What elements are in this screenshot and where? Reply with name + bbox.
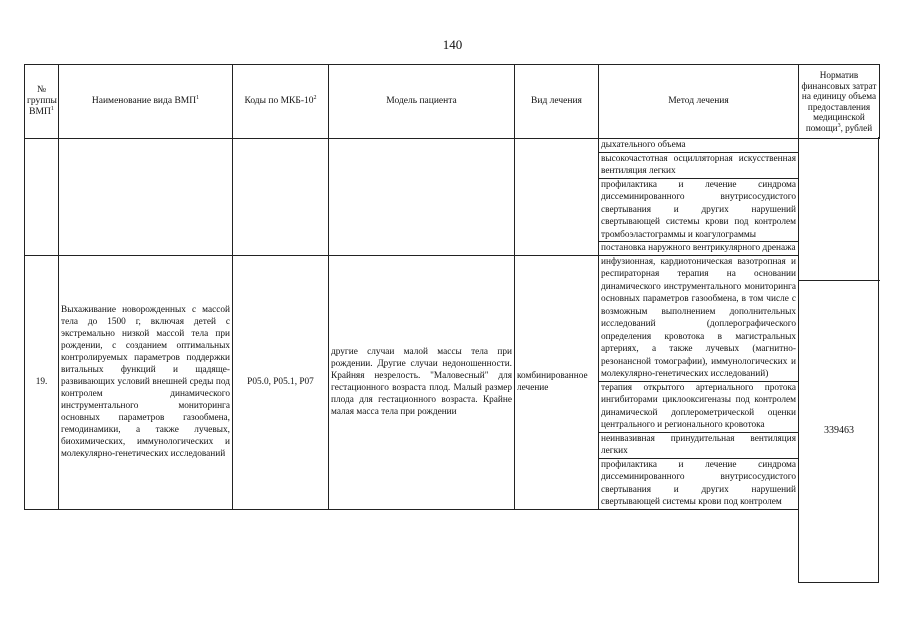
method-list (599, 255, 799, 509)
method-item: инфузионная, кардиотоническая вазотропная и респираторная терапия на основании динамического инструментального мониторинга основных параметров газообмена, в том числе с возможным выполнением дополнительных исследований (доплерографического определения кровотока в магистральных артериях, а также лучевых (магнитно-резонансной томографии), иммунологических и молекулярно-генетических исследований) (599, 256, 798, 382)
norm-value: 339463 (824, 425, 854, 436)
row-divider (798, 280, 880, 281)
header-treatment: Вид лечения (515, 65, 599, 139)
norm-column-border (798, 137, 879, 583)
method-list (599, 139, 799, 256)
header-codes: Коды по МКБ-$10^2$ (233, 65, 329, 139)
treatment-type: комбинированное лечение (515, 255, 599, 509)
method-item: терапия открытого артериального протока ингибиторами циклооксигеназы под контролем динамической доплерометрической оценки центрального и регионального кровотока (599, 382, 798, 433)
header-name: Наименование вида ВМП$^1$ (59, 65, 233, 139)
header-num: № группы ВМП$^1$ (25, 65, 59, 139)
header-row (25, 65, 799, 139)
method-item: неинвазивная принудительная вентиляция легких (599, 433, 798, 459)
method-item: постановка наружного вентрикулярного дренажа (601, 243, 796, 253)
group-number: 19. (25, 255, 59, 509)
header-model: Модель пациента (329, 65, 515, 139)
header-norm: Норматив финансовых затрат на единицу объема предоставления медицинской помощи$^3$, рублей (799, 65, 880, 139)
header-method: Метод лечения (599, 65, 799, 139)
vmp-table (24, 64, 799, 510)
vmp-name: Выхаживание новорожденных с массой тела до 1500 г, включая детей с экстремально низкой массой тела при рождении, с созданием оптимальных контролируемых параметров поддержки витальных функций и щадяще-развивающих условий внешней среды под контролем динамического инструментального мониторинга основных параметров газообмена, гемодинамики, а также лучевых, биохимических, иммунологических и молекулярно-генетических исследований (59, 255, 233, 509)
norm-column (798, 64, 880, 139)
method-item: профилактика и лечение синдрома диссеминированного внутрисосудистого свертывания и других нарушений свертывающей системы крови под контролем тромбоэластограммы и коагулограммы (599, 179, 798, 243)
icd-codes: P05.0, P05.1, P07 (233, 255, 329, 509)
table-row-19 (25, 255, 799, 509)
patient-model: другие случаи малой массы тела при рождении. Другие случаи недоношенности. Крайняя незрелость. "Маловесный" для гестационного возраста плод. Малый размер плода для гестационного возраста. Крайне малая масса тела при рождении (329, 255, 515, 509)
method-item: профилактика и лечение синдрома диссеминированного внутрисосудистого свертывания и других нарушений свертывающей системы крови под контролем (601, 459, 796, 507)
method-item: дыхательного объема (599, 139, 798, 153)
page-number: 140 (442, 37, 463, 52)
method-item: высокочастотная осцилляторная искусственная вентиляция легких (599, 153, 798, 179)
table-row-continued (25, 139, 799, 256)
